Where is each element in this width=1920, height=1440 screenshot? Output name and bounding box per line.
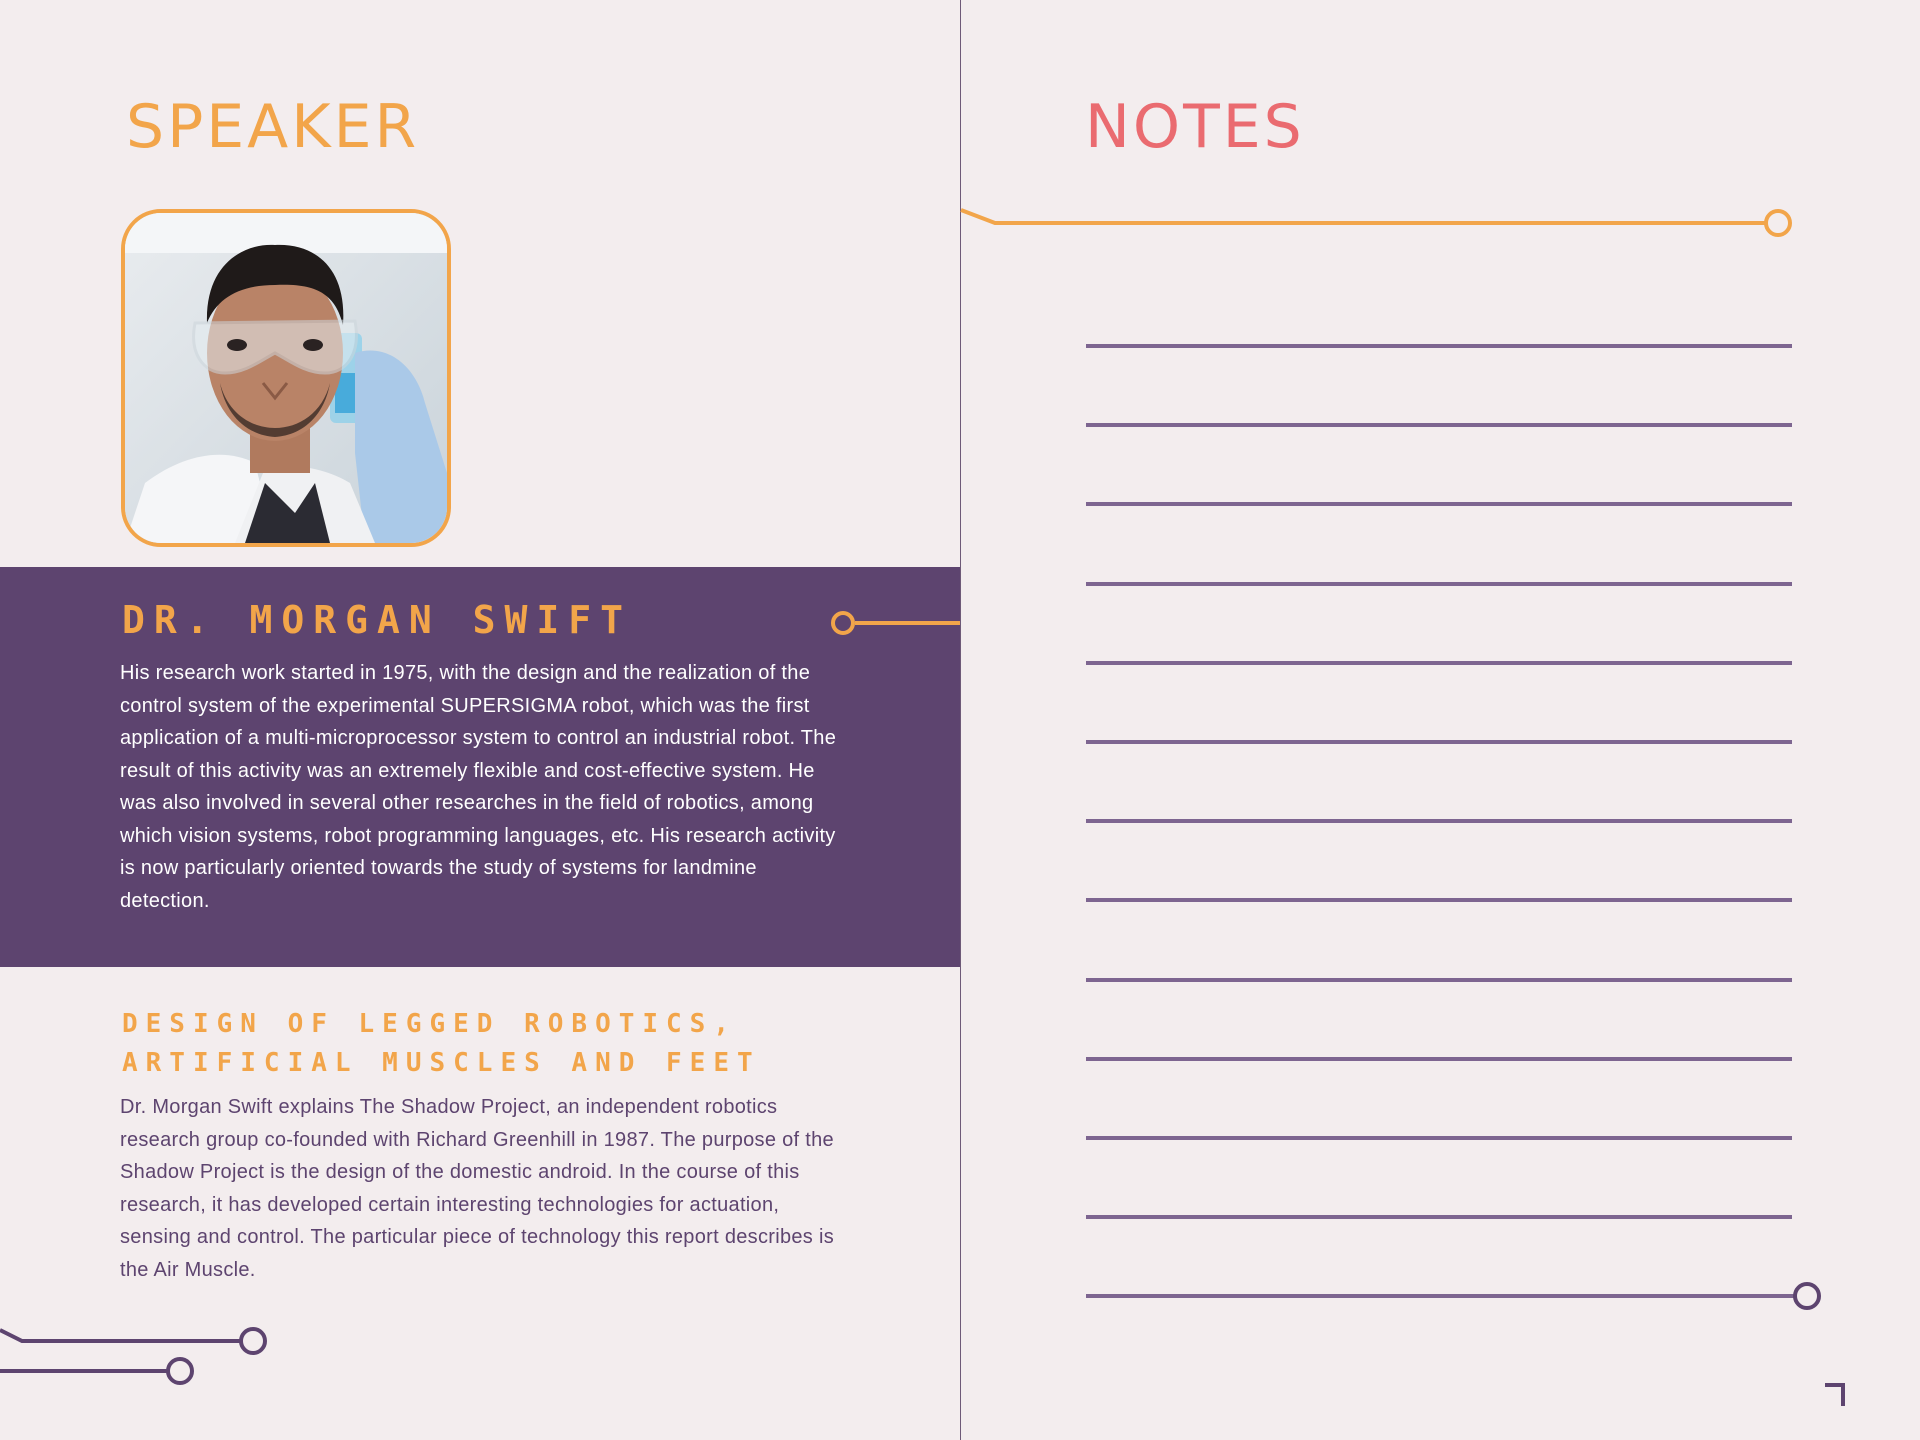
bio-circuit-connector <box>833 613 960 633</box>
note-lines <box>1086 346 1819 1308</box>
talk-title-line-2: ARTIFICIAL MUSCLES AND FEET <box>122 1048 761 1078</box>
bottom-left-circuit <box>0 1329 265 1383</box>
speaker-heading: SPEAKER <box>126 92 420 162</box>
note-line-end-node <box>1795 1284 1819 1308</box>
speaker-bio: His research work started in 1975, with the design and the realization of the control system of the experimental SUPERSIGMA robot, which was the first application of a multi-microprocessor system to control an industrial robot. The result of this activity was an extremely flexible and cost-effective system. He was also involved in several other researches in the field of robotics, among which vision systems, robot programming languages, etc. His research activity is now particularly oriented towards the study of systems for landmine detection. <box>120 662 837 912</box>
speaker-name: DR. MORGAN SWIFT <box>122 598 633 642</box>
notes-heading: NOTES <box>1085 92 1305 162</box>
notes-top-circuit-line <box>961 210 1790 235</box>
corner-mark <box>1825 1385 1843 1406</box>
talk-title-line-1: DESIGN OF LEGGED ROBOTICS, <box>122 1009 737 1039</box>
talk-description: Dr. Morgan Swift explains The Shadow Project, an independent robotics research group co-founded with Richard Greenhill in 1987. The purpose of the Shadow Project is the design of the domestic android. In the course of this research, it has developed certain interesting technologies for actuation, sensing and control. The particular piece of technology this report describes is the Air Muscle. <box>120 1096 835 1281</box>
